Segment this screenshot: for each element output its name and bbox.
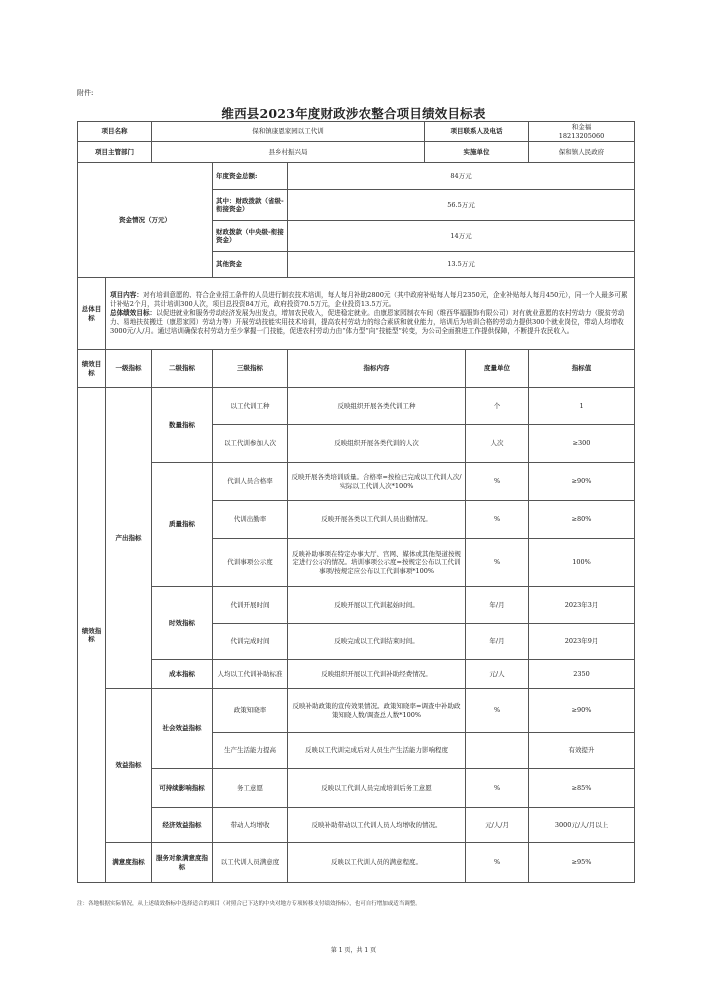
table-row-value: 2023年9月 (529, 624, 635, 660)
table-row-unit: 元/人 (466, 660, 529, 689)
page-title: 维西县2023年度财政涉农整合项目绩效目标表 (221, 106, 486, 121)
table-row-unit: % (466, 463, 529, 501)
table-row-l3: 代训事项公示度 (213, 539, 288, 587)
goal-heading: 总体绩效目标： (110, 309, 157, 318)
header-l3: 三级指标 (213, 350, 288, 388)
fund-value: 14万元 (288, 221, 635, 252)
table-row-unit: 人次 (466, 425, 529, 463)
table-row-unit: % (466, 689, 529, 733)
table-row-l3: 带动人均增收 (213, 808, 288, 843)
contact-value (529, 122, 635, 142)
fund-value: 84万元 (288, 163, 635, 190)
table-row-value: 2350 (529, 660, 635, 689)
table-row-content: 反映组织开展各类代训工种 (288, 388, 466, 425)
unit-label: 实施单位 (425, 142, 529, 163)
project-name-value: 保和镇康恩家园以工代训 (152, 122, 425, 142)
table-row-l3: 以工代训人员满意度 (213, 843, 288, 883)
sustain-indicator-label: 可持续影响指标 (152, 769, 213, 808)
dept-value: 县乡村振兴局 (152, 142, 425, 163)
table-row-unit (466, 733, 529, 769)
table-row-content: 反映补助事项在特定办事大厅、官网、媒体或其他渠道按规定进行公示的情况。培训事项公示度=按规定公布以工代训事项/按规定应公布以工代训事项*100% (288, 539, 466, 587)
table-row-content: 反映以工代训完成后对人员生产生活能力影响程度 (288, 733, 466, 769)
table-row-content: 反映组织开展各类代训的人次 (288, 425, 466, 463)
fund-label: 年度资金总额: (213, 163, 288, 190)
table-row-value: 100% (529, 539, 635, 587)
table-row-value: ≥80% (529, 501, 635, 539)
cost-indicator-label: 成本指标 (152, 660, 213, 689)
benefit-indicator-label: 效益指标 (106, 689, 152, 843)
table-row-l3: 代训出勤率 (213, 501, 288, 539)
perf-indicator-label: 绩效指标 (78, 388, 106, 883)
table-row-content: 反映补助政策的宣传效果情况。政策知晓率=调查中补助政策知晓人数/调查总人数*100% (288, 689, 466, 733)
unit-value: 保和镇人民政府 (529, 142, 635, 163)
table-row-content: 反映以工代训人员的满意程度。 (288, 843, 466, 883)
table-row-l3: 代训人员合格率 (213, 463, 288, 501)
table-row-unit: % (466, 843, 529, 883)
content-heading: 项目内容： (110, 291, 143, 300)
header-perf: 绩效目标 (78, 350, 106, 388)
fund-label: 财政拨款（中央级-衔接资金） (213, 221, 288, 252)
table-row-l3: 务工意愿 (213, 769, 288, 808)
header-content: 指标内容 (288, 350, 466, 388)
contact-label: 项目联系人及电话 (425, 122, 529, 142)
header-l1: 一级指标 (106, 350, 152, 388)
table-row-content: 反映开展各类培训质量。合格率=按检已完成以工代训人次/实际以工代训人次*100% (288, 463, 466, 501)
fund-label: 其他资金 (213, 252, 288, 278)
funds-section-label: 资金情况（万元） (78, 163, 213, 278)
table-row-unit: 年/月 (466, 587, 529, 624)
dept-label: 项目主管部门 (78, 142, 152, 163)
table-row-l3: 生产生活能力提高 (213, 733, 288, 769)
satisfaction-indicator-label: 满意度指标 (106, 843, 152, 883)
table-row-value: 有效提升 (529, 733, 635, 769)
table-row-value: ≥90% (529, 689, 635, 733)
timeliness-indicator-label: 时效指标 (152, 587, 213, 660)
table-row-value: ≥95% (529, 843, 635, 883)
table-row-l3: 代训完成时间 (213, 624, 288, 660)
fund-label: 其中：财政拨款（省级-衔接资金） (213, 190, 288, 221)
page-number: 第 1 页，共 1 页 (330, 947, 377, 954)
quantity-indicator-label: 数量指标 (152, 388, 213, 463)
table-row-value: 3000元/人/月以上 (529, 808, 635, 843)
table-row-l3: 以工代训工种 (213, 388, 288, 425)
header-value: 指标值 (529, 350, 635, 388)
overall-goal-label: 总体目标 (78, 278, 106, 350)
table-row-content: 反映补助带动以工代训人员人均增收的情况。 (288, 808, 466, 843)
table-row-content: 反映完成以工代训结束时间。 (288, 624, 466, 660)
content-text: 对有培训意愿的、符合企业招工条件的人员进行制衣技术培训，每人每月补助2800元（其中政府补贴每人每月2350元，企业补贴每人每月450元），同一个人最多可累计补贴2个月，共计培训300人次，项目总投资84万元，政府投资70.5万元，企业投资13.5万元。 (110, 291, 628, 309)
project-name-label: 项目名称 (78, 122, 152, 142)
goal-text: 以促进就业和服务劳动经济发展为出发点，增加农民收入，促进稳定就业。由康恩家园制衣车间（维西华福服饰有限公司）对有就业意愿的农村劳动力（脱贫劳动力、易地扶贫搬迁（康恩家园）劳动力等）开展劳动技能实用技术培训，提高农村劳动力的综合素质和就业能力，培训后为培训合格的劳动力提供300个就业岗位，带动人均增收3000元/人/月。通过培训确保农村劳动力至少掌握一门技能，促进农村劳动力由“体力型”向“技能型”转变，为公司全面推进工作提供保障，不断提升农民收入。 (110, 309, 625, 335)
table-row-content: 反映开展各类以工代训人员出勤情况。 (288, 501, 466, 539)
attachment-label: 附件: (77, 89, 94, 97)
table-row-unit: % (466, 539, 529, 587)
contact-name: 和金福 (571, 123, 592, 132)
social-indicator-label: 社会效益指标 (152, 689, 213, 769)
table-row-unit: 年/月 (466, 624, 529, 660)
table-row-l3: 以工代训参加人次 (213, 425, 288, 463)
table-row-value: 2023年3月 (529, 587, 635, 624)
table-row-unit: 个 (466, 388, 529, 425)
contact-phone: 18213205060 (558, 131, 605, 140)
fund-value: 56.5万元 (288, 190, 635, 221)
service-satisfaction-label: 服务对象满意度指标 (152, 843, 213, 883)
table-row-value: ≥300 (529, 425, 635, 463)
fund-value: 13.5万元 (288, 252, 635, 278)
header-l2: 二级指标 (152, 350, 213, 388)
table-row-l3: 代训开展时间 (213, 587, 288, 624)
table-row-content: 反映组织开展以工代训补助经费情况。 (288, 660, 466, 689)
footnote: 注：各地根据实际情况，从上述绩效指标中选择适合的项目（对照合已下达的中央对地方专项转移支付绩效指标），也可自行增加或适当调整。 (77, 901, 421, 907)
table-row-l3: 人均以工代训补助标准 (213, 660, 288, 689)
table-row-value: ≥90% (529, 463, 635, 501)
table-row-value: ≥85% (529, 769, 635, 808)
table-row-unit: % (466, 769, 529, 808)
overall-goal-content (106, 278, 635, 350)
header-unit: 度量单位 (466, 350, 529, 388)
table-row-content: 反映以工代训人员完成培训后务工意愿 (288, 769, 466, 808)
table-row-value: 1 (529, 388, 635, 425)
performance-table (77, 121, 635, 883)
economic-indicator-label: 经济效益指标 (152, 808, 213, 843)
table-row-content: 反映开展以工代训起始时间。 (288, 587, 466, 624)
quality-indicator-label: 质量指标 (152, 463, 213, 587)
table-row-l3: 政策知晓率 (213, 689, 288, 733)
table-row-unit: % (466, 501, 529, 539)
output-indicator-label: 产出指标 (106, 388, 152, 689)
table-row-unit: 元/人/月 (466, 808, 529, 843)
